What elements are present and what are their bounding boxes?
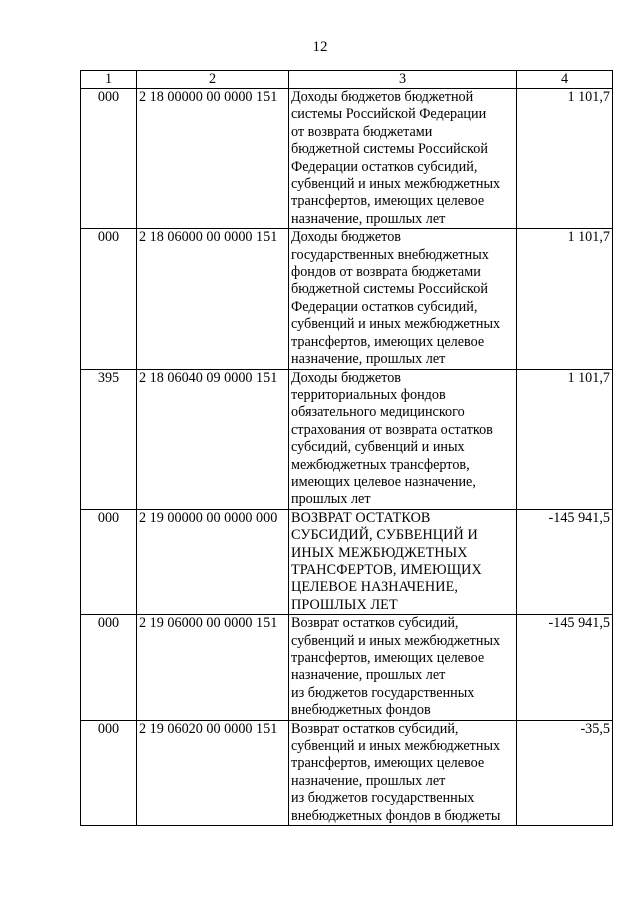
amount-cell: -145 941,5 (517, 509, 613, 614)
admin-code-cell: 000 (81, 509, 137, 614)
table-row (81, 720, 613, 825)
admin-code-cell: 000 (81, 720, 137, 825)
header-col-2: 2 (137, 71, 289, 89)
table-header-row (81, 71, 613, 89)
amount-cell: 1 101,7 (517, 369, 613, 509)
admin-code-cell: 395 (81, 369, 137, 509)
admin-code-cell: 000 (81, 615, 137, 720)
classification-code-cell: 2 19 06020 00 0000 151 (137, 720, 289, 825)
header-col-1: 1 (81, 71, 137, 89)
classification-code-cell: 2 19 00000 00 0000 000 (137, 509, 289, 614)
page-number: 12 (312, 39, 328, 55)
amount-cell: -35,5 (517, 720, 613, 825)
table-row (81, 369, 613, 509)
classification-code-cell: 2 18 06000 00 0000 151 (137, 229, 289, 369)
description-cell: Возврат остатков субсидий, субвенций и иных межбюджетных трансфертов, имеющих целевое назначение, прошлых лет из бюджетов государственных внебюджетных фондов в бюджеты (289, 720, 517, 825)
table-row (81, 229, 613, 369)
table-row (81, 615, 613, 720)
header-col-4: 4 (517, 71, 613, 89)
table-row (81, 509, 613, 614)
header-col-3: 3 (289, 71, 517, 89)
description-cell: ВОЗВРАТ ОСТАТКОВ СУБСИДИЙ, СУБВЕНЦИЙ И ИНЫХ МЕЖБЮДЖЕТНЫХ ТРАНСФЕРТОВ, ИМЕЮЩИХ ЦЕЛЕВОЕ НАЗНАЧЕНИЕ, ПРОШЛЫХ ЛЕТ (289, 509, 517, 614)
admin-code-cell: 000 (81, 229, 137, 369)
description-cell: Доходы бюджетов государственных внебюджетных фондов от возврата бюджетами бюджетной системы Российской Федерации остатков субсидий, субвенций и иных межбюджетных трансфертов, имеющих целевое назначение, прошлых лет (289, 229, 517, 369)
description-cell: Доходы бюджетов бюджетной системы Российской Федерации от возврата бюджетами бюджетной системы Российской Федерации остатков субсидий, субвенций и иных межбюджетных трансфертов, имеющих целевое назначение, прошлых лет (289, 89, 517, 229)
amount-cell: 1 101,7 (517, 229, 613, 369)
classification-code-cell: 2 18 00000 00 0000 151 (137, 89, 289, 229)
description-cell: Возврат остатков субсидий, субвенций и иных межбюджетных трансфертов, имеющих целевое назначение, прошлых лет из бюджетов государственных внебюджетных фондов (289, 615, 517, 720)
classification-code-cell: 2 18 06040 09 0000 151 (137, 369, 289, 509)
budget-table (80, 70, 613, 826)
admin-code-cell: 000 (81, 89, 137, 229)
amount-cell: -145 941,5 (517, 615, 613, 720)
description-cell: Доходы бюджетов территориальных фондов обязательного медицинского страхования от возврата остатков субсидий, субвенций и иных межбюджетных трансфертов, имеющих целевое назначение, прошлых лет (289, 369, 517, 509)
table-row (81, 89, 613, 229)
amount-cell: 1 101,7 (517, 89, 613, 229)
classification-code-cell: 2 19 06000 00 0000 151 (137, 615, 289, 720)
